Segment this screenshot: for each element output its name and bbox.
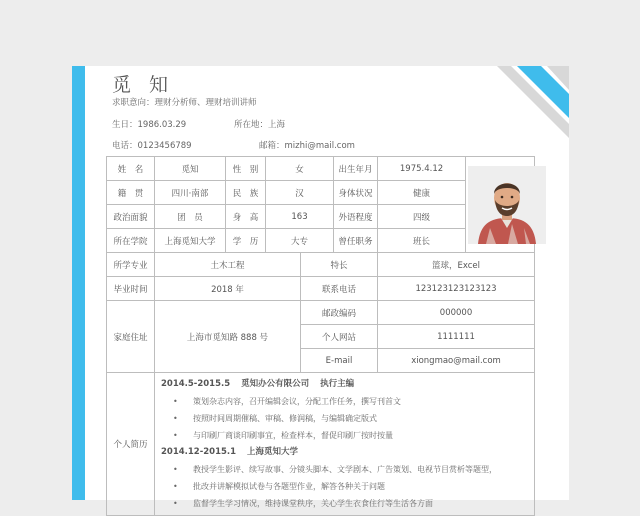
political-value: 团 员: [155, 205, 226, 229]
accent-left-bar: [72, 66, 85, 500]
phone-info: 电话：0123456789: [112, 141, 192, 151]
resume-page: [72, 66, 569, 508]
history-org: 觅知办公有限公司: [241, 379, 310, 389]
photo-cell: [466, 157, 535, 253]
native-label: 籍 贯: [107, 181, 155, 205]
gender-label: 性 别: [226, 157, 266, 181]
contact-value: 123123123123123: [378, 277, 535, 301]
location-info: 所在地：上海: [234, 120, 286, 130]
postcode-label: 邮政编码: [301, 301, 378, 325]
native-value: 四川·南部: [155, 181, 226, 205]
address-value: 上海市觅知路 888 号: [155, 301, 301, 373]
list-item: • 监督学生学习情况，维持课堂秩序，关心学生衣食住行等生活各方面: [161, 495, 528, 512]
history-entry-title: [161, 377, 528, 389]
history-org: 上海觅知大学: [247, 447, 299, 457]
specialty-label: 特长: [301, 253, 378, 277]
job-intention: 求职意向：理财分析师、理财培训讲师: [112, 98, 257, 108]
health-value: 健康: [378, 181, 466, 205]
name-label: 姓 名: [107, 157, 155, 181]
person-portrait-icon: [468, 166, 546, 244]
list-item: • 教授学生影评、续写故事、分镜头脚本、文学剧本、广告策划、电视节目赏析等题型，: [161, 461, 528, 478]
list-item: • 按照时间周期催稿、审稿、修润稿，与编辑确定版式: [161, 410, 528, 427]
history-entry-title: [161, 445, 528, 457]
major-value: 土木工程: [155, 253, 301, 277]
history-entry: [161, 377, 528, 444]
specialty-value: 篮球，Excel: [378, 253, 535, 277]
name-value: 觅知: [155, 157, 226, 181]
language-value: 四级: [378, 205, 466, 229]
history-duties: [161, 461, 528, 512]
birthday-info: 生日：1986.03.29: [112, 120, 187, 130]
position-label: 曾任职务: [334, 229, 378, 253]
history-label: 个人简历: [107, 373, 155, 516]
height-label: 身 高: [226, 205, 266, 229]
political-label: 政治面貌: [107, 205, 155, 229]
height-value: 163: [266, 205, 334, 229]
resume-table: [106, 156, 535, 516]
list-item: • 批改并讲解模拟试卷与各题型作业，解答各种关于问题: [161, 478, 528, 495]
email-info: 邮箱：mizhi@mail.com: [259, 141, 355, 151]
gender-value: 女: [266, 157, 334, 181]
history-period: 2014.12-2015.1: [161, 447, 237, 457]
ethnic-value: 汉: [266, 181, 334, 205]
website-label: 个人网站: [301, 325, 378, 349]
website-value: 1111111: [378, 325, 535, 349]
list-item: • 策划杂志内容，召开编辑会议，分配工作任务，撰写刊首文: [161, 393, 528, 410]
history-period: 2014.5-2015.5: [161, 379, 231, 389]
history-role: 执行主编: [320, 379, 355, 389]
health-label: 身体状况: [334, 181, 378, 205]
postcode-value: 000000: [378, 301, 535, 325]
history-entry: [161, 445, 528, 512]
birth-label: 出生年月: [334, 157, 378, 181]
position-value: 班长: [378, 229, 466, 253]
language-label: 外语程度: [334, 205, 378, 229]
grad-value: 2018 年: [155, 277, 301, 301]
major-label: 所学专业: [107, 253, 155, 277]
ethnic-label: 民 族: [226, 181, 266, 205]
history-duties: [161, 393, 528, 444]
history-cell: [155, 373, 535, 516]
candidate-name: 觅 知: [112, 74, 175, 96]
degree-value: 大专: [266, 229, 334, 253]
address-label: 家庭住址: [107, 301, 155, 373]
degree-label: 学 历: [226, 229, 266, 253]
contact-label: 联系电话: [301, 277, 378, 301]
grad-label: 毕业时间: [107, 277, 155, 301]
school-label: 所在学院: [107, 229, 155, 253]
school-value: 上海觅知大学: [155, 229, 226, 253]
birth-value: 1975.4.12: [378, 157, 466, 181]
email-label: E-mail: [301, 349, 378, 373]
list-item: • 与印刷厂商谈印刷事宜，检查样本，督促印刷厂按时按量: [161, 427, 528, 444]
email-value: xiongmao@mail.com: [378, 349, 535, 373]
